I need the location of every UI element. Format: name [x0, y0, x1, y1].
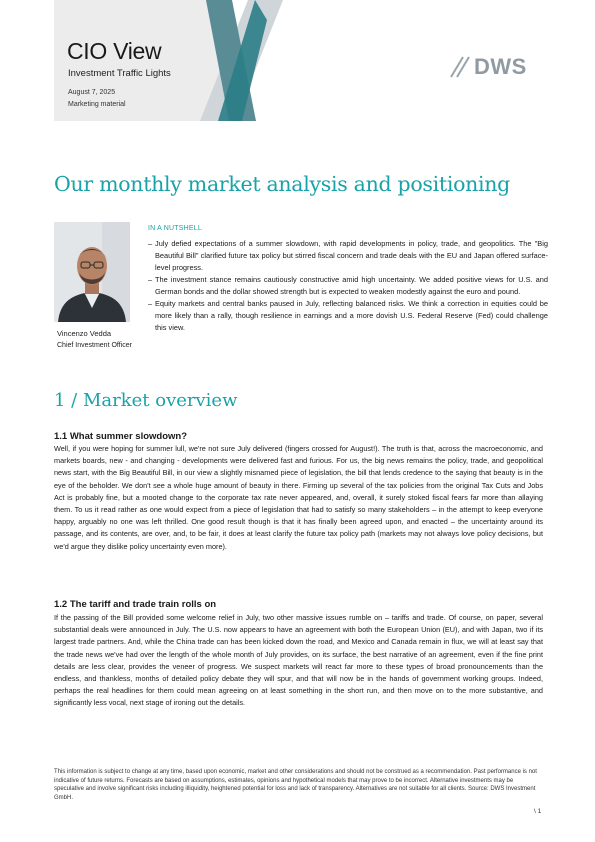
- page-number: \ 1: [534, 808, 542, 815]
- subsection-heading-1: 1.1 What summer slowdown?: [54, 431, 188, 442]
- nutshell-bullet: – Equity markets and central banks paused in July, reflecting balanced risks. We think a correction in equities could be more likely than a rally, though resilience in earnings and a more dovish U.S. Federal Reserve (Fed) could challenge this view.: [148, 298, 548, 334]
- author-name: Vincenzo Vedda: [57, 329, 112, 338]
- nutshell-bullets: [148, 238, 548, 334]
- document-subtitle: Investment Traffic Lights: [68, 68, 171, 79]
- section-heading: 1 / Market overview: [54, 390, 238, 411]
- author-role: Chief Investment Officer: [57, 342, 132, 349]
- nutshell-bullet: – July defied expectations of a summer slowdown, with rapid developments in policy, trade, and geopolitics. The "Big Beautiful Bill" clarified future tax policy but stirred fiscal concern and trade deals with the EU and Japan offered surface-level progress.: [148, 238, 548, 274]
- subsection-text-2: If the passing of the Bill provided some welcome relief in July, two other massive issues rumble on – tariffs and trade. Of course, on paper, several substantial deals were announced in July. The U.S. now appears to have an agreement with both the European Union (EU), and with Japan, two if its largest trade partners. And, while the China trade can has been kicked down the road, and Mexico and Canada remain in flux, we will at least say that the trade news we've had over the length of the whole month of July provides, on its surface, the best narrative of an agreement, even if the fine print details are less clear, provides the veneer of progress. We suspect markets will react far more to these types of broad pronouncements than the endless, and thankless, months of detailed policy debate they will spur, and that will now be in the hands of government working groups. Indeed, perhaps the real headlines for them could mean agreeing on at least something in the short run, and then move on to the more substantive, and significantly less vocal, next stage of ironing out the details.: [54, 613, 543, 708]
- nutshell-bullet: – The investment stance remains cautiously constructive amid high uncertainty. We added positive views for U.S. and German bonds and the dollar showed strength but is expected to weaken modestly against the euro and pound.: [148, 274, 548, 298]
- dws-logo-icon: [449, 55, 475, 79]
- author-photo: [54, 222, 130, 322]
- subsection-heading-2: 1.2 The tariff and trade train rolls on: [54, 599, 217, 610]
- dws-logo-text: DWS: [474, 54, 527, 79]
- document-date: August 7, 2025: [68, 89, 116, 96]
- document-title: CIO View: [67, 38, 162, 64]
- nutshell-label: IN A NUTSHELL: [148, 225, 202, 232]
- subsection-text-1: Well, if you were hoping for summer lull, we're not sure July delivered (fingers crossed for August!). The truth is that, across the macroeconomic, and markets boards, new - and changing - developments were delivered fast and furious. For us, the big news remains the policy, trade, and geopolitical news start, with the Big Beautiful Bill, in our view a slightly misnamed piece of legislation, the bill that lends credence to the saying that beauty is in the eye of the beholder. We don't see a whole huge amount of beauty in there. Firming up several of the tax policies from the original Tax Cuts and Jobs Act is probably fine, but a mooted change to the corporate tax rate never appeared, and, overall, it surely stoked fiscal fears far more than allaying them. To us it read rather as one would expect from a piece of legislation that had to satisfy so many stakeholders – in the attempt to keep everyone happy, arguably no one was left thrilled. One good result though is that it has finally been agreed upon, and enacted – the uncertainty around its passage, and its contents, are over, and, to be fair, it does at least clarify the future tax policy path (markets may not always love policy decisions, but we'd argue they dislike policy uncertainty even more).: [54, 444, 543, 551]
- main-heading: Our monthly market analysis and positioning: [54, 172, 510, 196]
- marketing-label: Marketing material: [68, 101, 126, 108]
- disclaimer-text: This information is subject to change at any time, based upon economic, market and other considerations and should not be construed as a recommendation. Past performance is not indicative of future returns. Forecasts are based on assumptions, estimates, opinions and hypothetical models that may prove to be incorrect. Alternative investments may be speculative and involve significant risks including illiquidity, heightened potential for loss and lack of transparency. Alternatives are not suitable for all clients. Source: DWS Investment GmbH.: [54, 769, 537, 801]
